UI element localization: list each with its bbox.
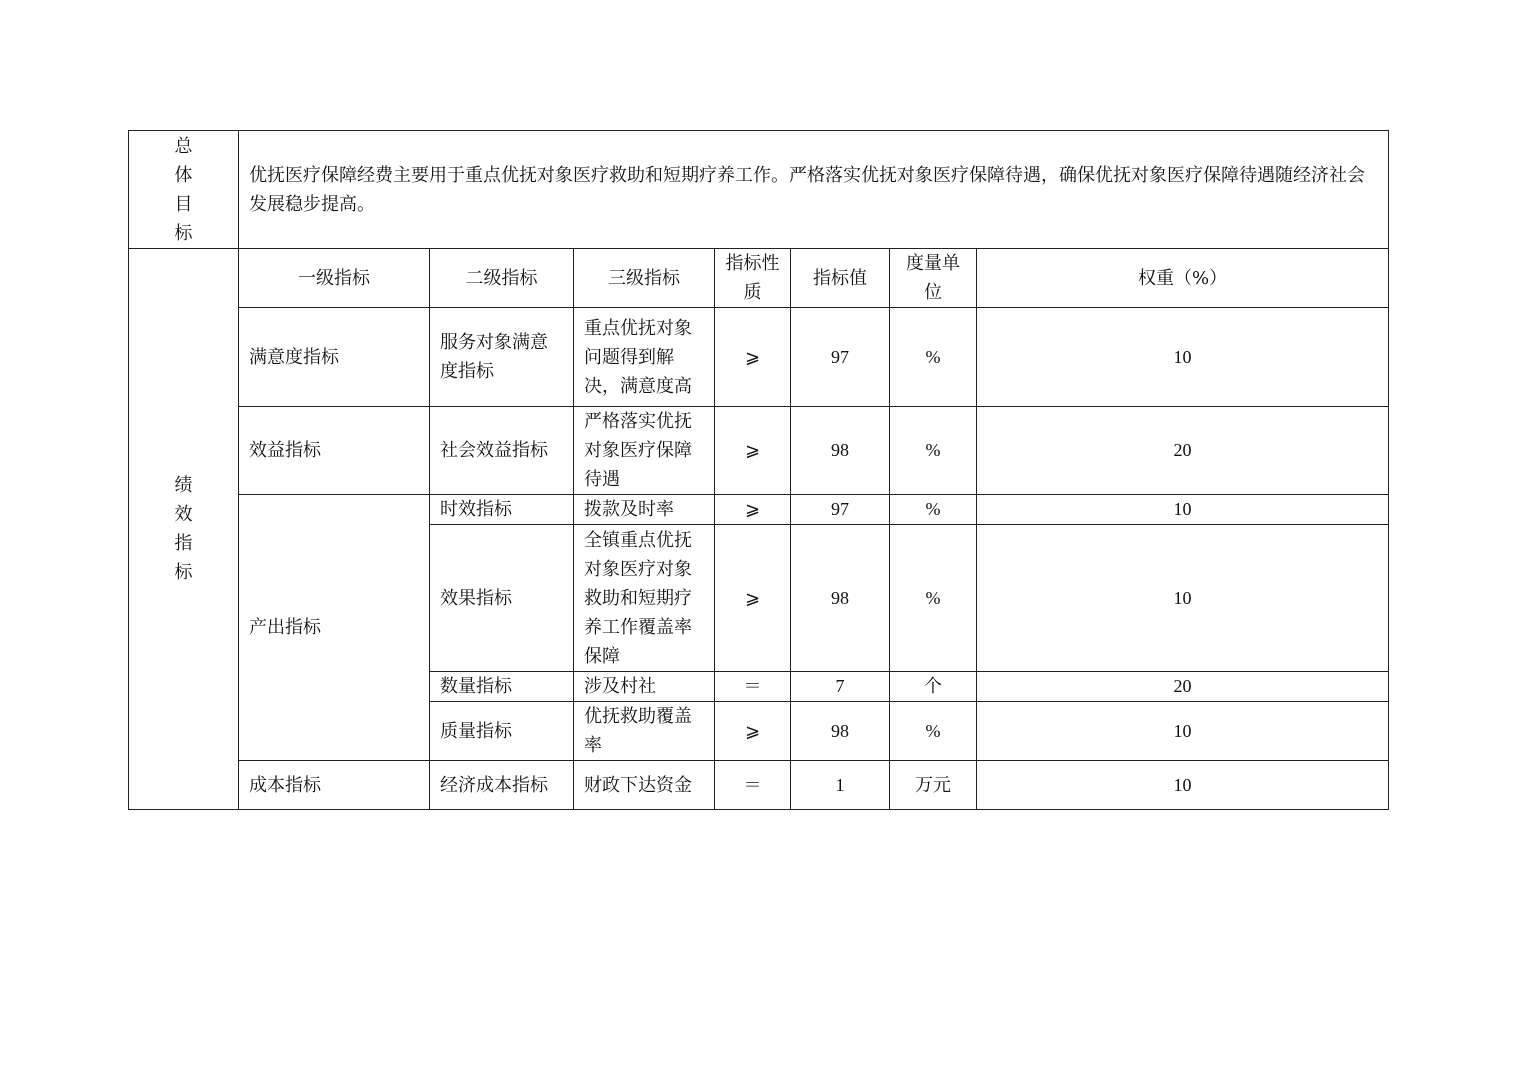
level2-cell: 社会效益指标 — [430, 407, 574, 495]
unit-cell: % — [890, 308, 977, 407]
value-cell: 97 — [791, 495, 890, 525]
value-cell: 97 — [791, 308, 890, 407]
level2-cell: 服务对象满意度指标 — [430, 308, 574, 407]
level1-cell: 满意度指标 — [239, 308, 430, 407]
level2-cell: 经济成本指标 — [430, 761, 574, 810]
overall-goal-label-cell — [129, 131, 239, 249]
unit-cell: % — [890, 525, 977, 672]
weight-cell: 10 — [977, 495, 1389, 525]
level2-cell: 质量指标 — [430, 702, 574, 761]
performance-label-cell — [129, 249, 239, 810]
nature-cell: ⩾ — [715, 525, 791, 672]
overall-goal-row — [129, 131, 1389, 249]
header-level3: 三级指标 — [574, 249, 715, 308]
table-row — [129, 308, 1389, 407]
level3-cell: 涉及村社 — [574, 672, 715, 702]
value-cell: 1 — [791, 761, 890, 810]
weight-cell: 20 — [977, 407, 1389, 495]
level2-cell: 时效指标 — [430, 495, 574, 525]
nature-cell: ⩾ — [715, 495, 791, 525]
level3-cell: 拨款及时率 — [574, 495, 715, 525]
header-unit: 度量单位 — [890, 249, 977, 308]
weight-cell: 10 — [977, 702, 1389, 761]
unit-cell: 个 — [890, 672, 977, 702]
level3-cell: 全镇重点优抚对象医疗对象救助和短期疗养工作覆盖率保障 — [574, 525, 715, 672]
unit-cell: % — [890, 407, 977, 495]
header-weight: 权重（%） — [977, 249, 1389, 308]
unit-cell: % — [890, 495, 977, 525]
performance-table — [128, 130, 1389, 810]
header-level2: 二级指标 — [430, 249, 574, 308]
nature-cell: ⩾ — [715, 702, 791, 761]
level1-cell: 产出指标 — [239, 495, 430, 761]
level3-cell: 重点优抚对象问题得到解决，满意度高 — [574, 308, 715, 407]
header-row — [129, 249, 1389, 308]
table-row — [129, 407, 1389, 495]
overall-goal-text: 优抚医疗保障经费主要用于重点优抚对象医疗救助和短期疗养工作。严格落实优抚对象医疗保障待遇，确保优抚对象医疗保障待遇随经济社会发展稳步提高。 — [239, 131, 1389, 249]
weight-cell: 10 — [977, 525, 1389, 672]
value-cell: 98 — [791, 407, 890, 495]
header-level1: 一级指标 — [239, 249, 430, 308]
level3-cell: 财政下达资金 — [574, 761, 715, 810]
value-cell: 98 — [791, 525, 890, 672]
value-cell: 98 — [791, 702, 890, 761]
unit-cell: 万元 — [890, 761, 977, 810]
nature-cell: ⩾ — [715, 308, 791, 407]
header-value: 指标值 — [791, 249, 890, 308]
unit-cell: % — [890, 702, 977, 761]
nature-cell: ⩾ — [715, 407, 791, 495]
weight-cell: 10 — [977, 308, 1389, 407]
performance-label: 绩效指标 — [174, 475, 193, 583]
value-cell: 7 — [791, 672, 890, 702]
level3-cell: 严格落实优抚对象医疗保障待遇 — [574, 407, 715, 495]
table-row — [129, 495, 1389, 525]
nature-cell: ＝ — [715, 761, 791, 810]
table-row — [129, 761, 1389, 810]
weight-cell: 20 — [977, 672, 1389, 702]
level1-cell: 成本指标 — [239, 761, 430, 810]
overall-goal-label: 总体目标 — [174, 135, 193, 244]
nature-cell: ＝ — [715, 672, 791, 702]
header-nature: 指标性质 — [715, 249, 791, 308]
level2-cell: 数量指标 — [430, 672, 574, 702]
weight-cell: 10 — [977, 761, 1389, 810]
level3-cell: 优抚救助覆盖率 — [574, 702, 715, 761]
level1-cell: 效益指标 — [239, 407, 430, 495]
level2-cell: 效果指标 — [430, 525, 574, 672]
